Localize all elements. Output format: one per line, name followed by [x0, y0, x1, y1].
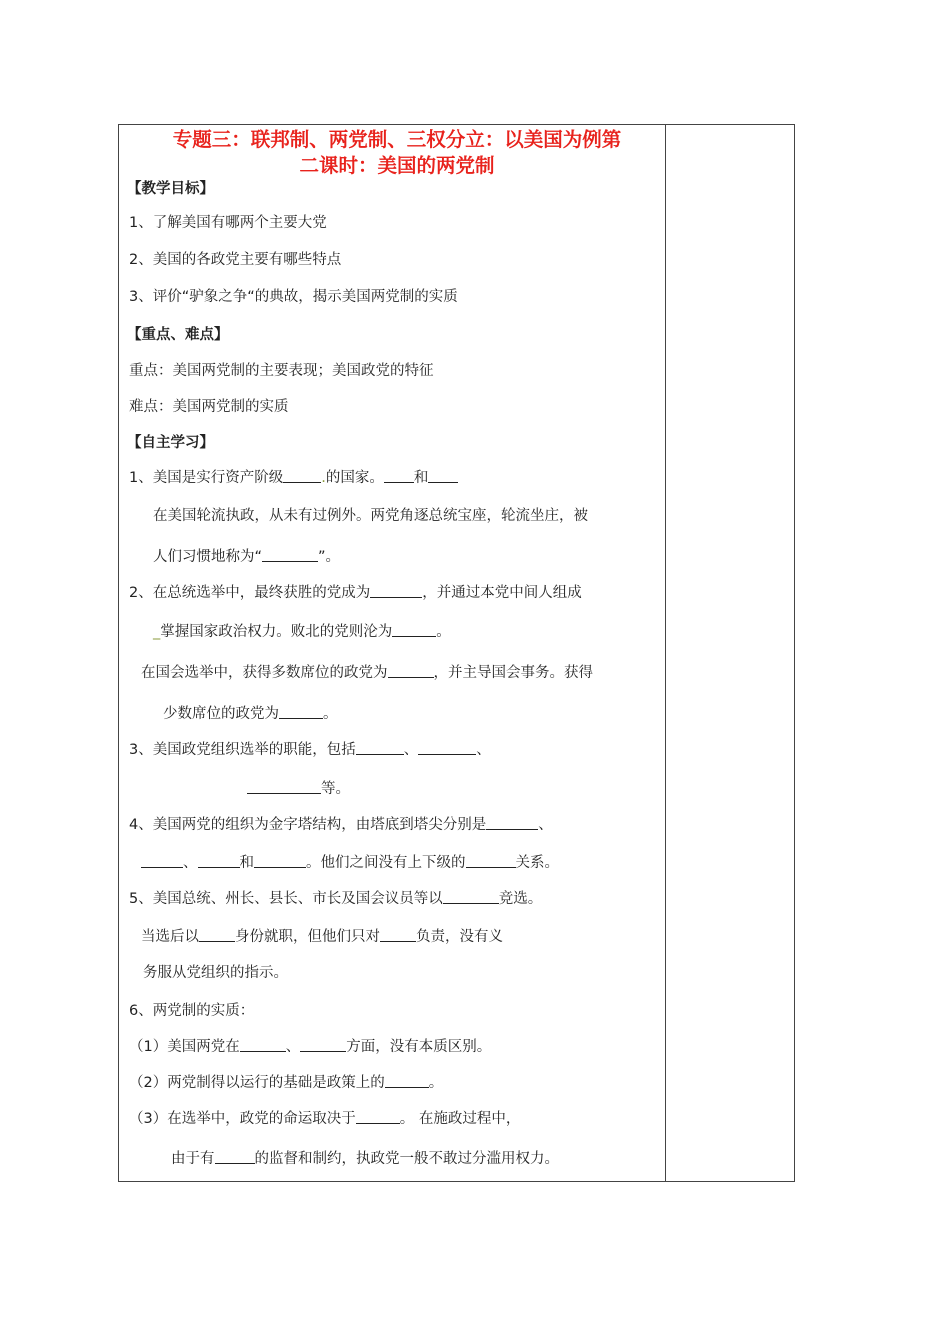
- q5-text: 身份就职，但他们只对: [235, 929, 380, 945]
- question-1: 1、美国是实行资产阶级 .的国家。 和: [129, 468, 458, 488]
- question-5: [129, 889, 542, 909]
- q6-text: （2）两党制得以运行的基础是政策上的: [129, 1075, 385, 1091]
- q1-text: 的国家。: [325, 470, 384, 486]
- q2-text: 掌握国家政治权力。败北的党则沦为: [160, 624, 393, 640]
- page-title-line-2: 二课时：美国的两党制: [299, 154, 495, 177]
- answer-blank[interactable]: [443, 889, 499, 904]
- q5-line-2: [141, 927, 503, 947]
- answer-blank[interactable]: [428, 468, 458, 483]
- q1-text: ”。: [318, 549, 341, 565]
- q4-text: 、: [183, 855, 198, 871]
- goal-item: 3、评价“驴象之争“的典故，揭示美国两党制的实质: [129, 289, 458, 305]
- q1-text: 人们习惯地称为“: [153, 549, 263, 565]
- answer-blank[interactable]: [356, 1109, 400, 1124]
- q4-text: 。他们之间没有上下级的: [306, 855, 466, 871]
- q3-text: 等。: [321, 781, 350, 797]
- answer-blank[interactable]: [247, 779, 321, 794]
- answer-blank[interactable]: [392, 622, 436, 637]
- q6-text: 。: [428, 1075, 444, 1091]
- question-2: [129, 583, 582, 603]
- q5-text: 竞选。: [498, 891, 543, 907]
- answer-blank[interactable]: [141, 853, 183, 868]
- answer-blank[interactable]: [198, 853, 240, 868]
- answer-blank[interactable]: [418, 740, 476, 755]
- study-heading: 【自主学习】: [127, 435, 214, 451]
- worksheet-table: [118, 124, 795, 1182]
- answer-blank[interactable]: [300, 1037, 346, 1052]
- q5-text: 负责，没有义: [416, 929, 503, 945]
- q2-text: ，并主导国会事务。获得: [433, 665, 593, 681]
- q2-line-2: _掌握国家政治权力。败北的党则沦为 。: [153, 624, 451, 640]
- q2-line-4: [163, 704, 338, 724]
- answer-blank[interactable]: [384, 468, 414, 483]
- answer-blank[interactable]: [283, 468, 321, 483]
- page-title-line-1: 专题三：联邦制、两党制、三权分立：以美国为例第: [172, 128, 622, 151]
- notes-column: [666, 125, 794, 1181]
- q6-text: 的监督和制约，执政党一般不敢过分滥用权力。: [254, 1151, 559, 1167]
- q3-line-2: [247, 779, 350, 799]
- answer-blank[interactable]: [466, 853, 516, 868]
- answer-blank[interactable]: [240, 1037, 286, 1052]
- q1-line-2: 在美国轮流执政，从未有过例外。两党角逐总统宝座，轮流坐庄，被: [153, 508, 588, 524]
- q6-sub-3: [129, 1109, 520, 1129]
- answer-blank[interactable]: [262, 547, 318, 562]
- q4-text: 和: [239, 855, 254, 871]
- question-3: [129, 740, 491, 760]
- goals-heading: 【教学目标】: [127, 181, 214, 197]
- q1-text: 1、美国是实行资产阶级: [129, 470, 284, 486]
- q2-text: ，并通过本党中间人组成: [422, 585, 582, 601]
- q2-text: 。: [436, 624, 451, 640]
- difficulty-text: 难点：美国两党制的实质: [129, 399, 289, 415]
- answer-blank[interactable]: [486, 815, 538, 830]
- focus-text: 重点：美国两党制的主要表现；美国政党的特征: [129, 363, 434, 379]
- q3-text: 、: [476, 742, 491, 758]
- goal-item: 2、美国的各政党主要有哪些特点: [129, 252, 342, 268]
- answer-blank[interactable]: [385, 1073, 429, 1088]
- q6-sub-4: [171, 1149, 559, 1169]
- answer-blank[interactable]: [199, 927, 235, 942]
- q4-line-2: [141, 853, 559, 873]
- q2-text: 少数席位的政党为: [163, 706, 279, 722]
- q1-line-3: [153, 547, 340, 567]
- q6-text: （1）美国两党在: [129, 1039, 240, 1055]
- q6-sub-2: [129, 1073, 443, 1093]
- q3-text: 3、美国政党组织选举的职能，包括: [129, 742, 356, 758]
- q5-line-3: 务服从党组织的指示。: [143, 965, 288, 981]
- answer-blank[interactable]: [380, 927, 416, 942]
- q6-text: （3）在选举中，政党的命运取决于: [129, 1111, 356, 1127]
- q6-text: 方面，没有本质区别。: [346, 1039, 492, 1055]
- q6-text: 。 在施政过程中，: [399, 1111, 521, 1127]
- q2-text: 。: [323, 706, 338, 722]
- q4-text: 、: [538, 817, 553, 833]
- answer-blank[interactable]: [356, 740, 404, 755]
- q3-text: 、: [403, 742, 419, 758]
- q2-text: 2、在总统选举中，最终获胜的党成为: [129, 585, 371, 601]
- q6-sub-1: [129, 1037, 491, 1057]
- answer-blank[interactable]: [279, 704, 323, 719]
- q1-text: 和: [413, 470, 429, 486]
- answer-blank[interactable]: [254, 853, 306, 868]
- q5-text: 当选后以: [141, 929, 199, 945]
- question-6: 6、两党制的实质：: [129, 1003, 255, 1019]
- keypoints-heading: 【重点、难点】: [127, 327, 229, 343]
- goal-item: 1、了解美国有哪两个主要大党: [129, 215, 327, 231]
- question-4: [129, 815, 553, 835]
- q4-text: 关系。: [515, 855, 559, 871]
- q6-text: 、: [285, 1039, 301, 1055]
- answer-blank[interactable]: [215, 1149, 255, 1164]
- answer-blank[interactable]: [388, 663, 434, 678]
- answer-blank[interactable]: [370, 583, 422, 598]
- q2-text: 在国会选举中，获得多数席位的政党为: [141, 665, 388, 681]
- q2-line-3: [141, 663, 593, 683]
- q4-text: 4、美国两党的组织为金字塔结构，由塔底到塔尖分别是: [129, 817, 487, 833]
- q5-text: 5、美国总统、州长、县长、市长及国会议员等以: [129, 891, 443, 907]
- q6-text: 由于有: [171, 1151, 215, 1167]
